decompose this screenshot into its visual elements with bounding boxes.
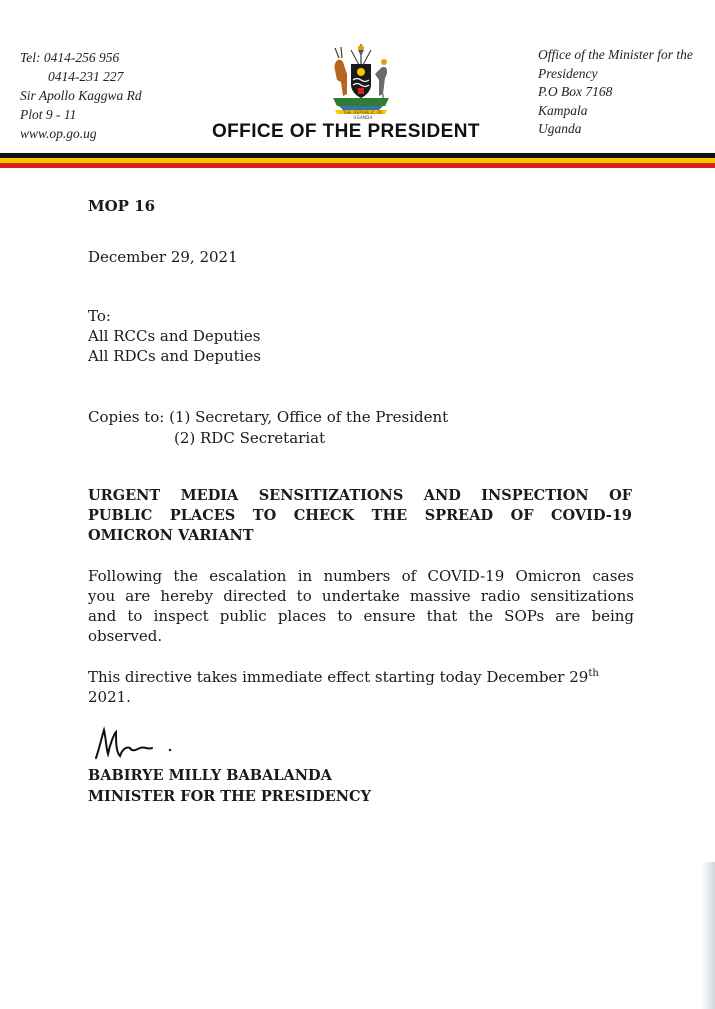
signatory-block <box>88 765 371 807</box>
subject-heading <box>88 486 632 546</box>
paragraph-line: 2021. <box>88 688 131 706</box>
crest-caption: THE REPUBLIC OF UGANDA <box>342 110 384 120</box>
recipient: All RDCs and Deputies <box>88 347 261 365</box>
po-box: P.O Box 7168 <box>538 84 613 99</box>
country: Uganda <box>538 121 582 136</box>
signatory-name: BABIRYE MILLY BABALANDA <box>88 767 332 784</box>
page-edge-shadow <box>701 862 715 1009</box>
paragraph-line: Following the escalation in numbers of COVID-19 Omicron cases <box>88 567 634 585</box>
letter-date: December 29, 2021 <box>88 248 238 266</box>
subject-line: URGENT MEDIA SENSITIZATIONS AND INSPECTION OF <box>88 487 632 504</box>
reference-number: MOP 16 <box>88 197 156 215</box>
body-paragraph-2 <box>88 664 634 707</box>
presidency-line: Presidency <box>538 65 598 81</box>
telephone-1: Tel: 0414-256 956 <box>20 50 120 65</box>
contact-details-left <box>20 48 142 143</box>
paragraph-line: you are hereby directed to undertake massive radio sensitizations <box>88 587 634 605</box>
ordinal-suffix: th <box>588 668 599 679</box>
copies-line-1: Copies to: (1) Secretary, Office of the President <box>88 408 449 426</box>
website: www.op.go.ug <box>20 126 97 141</box>
coat-of-arms-icon <box>325 40 397 116</box>
telephone-2: 0414-231 227 <box>48 69 124 84</box>
recipient: All RCCs and Deputies <box>88 327 261 345</box>
copies-line-2: (2) RDC Secretariat <box>174 429 326 447</box>
to-label: To: <box>88 307 111 325</box>
signature-icon <box>92 724 182 764</box>
body-paragraph-1 <box>88 566 634 646</box>
minister-office-line: Office of the Minister for the <box>538 47 693 62</box>
office-title: OFFICE OF THE PRESIDENT <box>212 121 480 142</box>
subject-line: OMICRON VARIANT <box>88 527 254 544</box>
city: Kampala <box>538 102 588 118</box>
road-address: Sir Apollo Kaggwa Rd <box>20 88 142 103</box>
plot-address: Plot 9 - 11 <box>20 107 77 122</box>
flag-stripes <box>0 153 715 168</box>
copies-block <box>88 407 448 449</box>
signatory-title: MINISTER FOR THE PRESIDENCY <box>88 788 371 805</box>
recipients-block <box>88 306 261 366</box>
stripe-red <box>0 163 715 168</box>
contact-details-right <box>538 46 710 139</box>
paragraph-line: observed. <box>88 627 163 645</box>
subject-line: PUBLIC PLACES TO CHECK THE SPREAD OF COVID-19 <box>88 507 632 524</box>
paragraph-line: and to inspect public places to ensure that the SOPs are being <box>88 607 634 625</box>
paragraph-line: This directive takes immediate effect starting today December 29 <box>88 668 589 686</box>
